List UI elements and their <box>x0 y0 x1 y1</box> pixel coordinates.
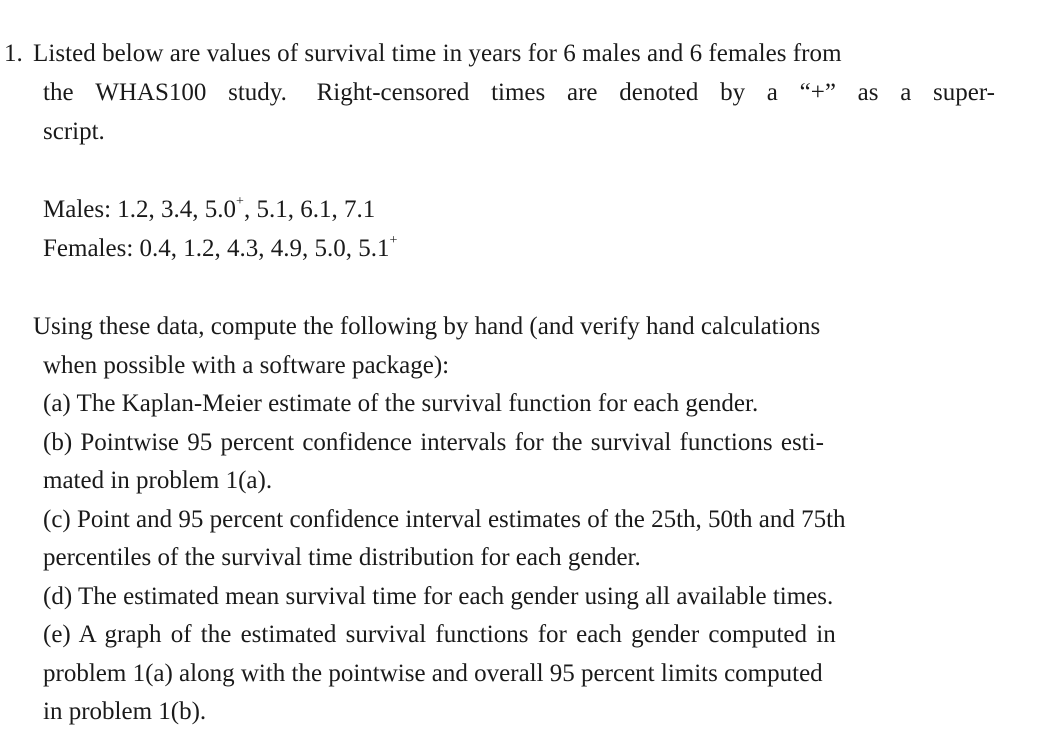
part-c-line-1: (c) Point and 95 percent confidence interval estimates of the 25th, 50th and 75th <box>43 506 846 533</box>
females-values: 0.4, 1.2, 4.3, 4.9, 5.0, 5.1 <box>139 235 390 262</box>
intro-word: times <box>491 79 546 106</box>
censor-mark: + <box>389 233 398 248</box>
males-values: 1.2, 3.4, 5.0 <box>117 196 237 223</box>
part-e-line-1: (e) A graph of the estimated survival functions for each gender computed in <box>43 621 836 648</box>
intro-word: as <box>857 79 879 106</box>
intro-line-2 <box>43 80 995 105</box>
intro-line-1: Listed below are values of survival time in years for 6 males and 6 females from <box>33 40 842 67</box>
intro-word: a <box>766 79 778 106</box>
intro-word: Right-censored <box>316 79 470 106</box>
part-a: (a) The Kaplan-Meier estimate of the survival function for each gender. <box>43 390 759 417</box>
problem-number: 1. <box>4 40 23 67</box>
intro-word: “+” <box>799 79 836 106</box>
females-data <box>43 233 398 262</box>
intro-word: study. <box>228 79 287 106</box>
intro-line-3: script. <box>43 118 105 145</box>
censor-mark: + <box>236 194 244 209</box>
part-e-line-2: problem 1(a) along with the pointwise and overall 95 percent limits computed <box>43 660 823 687</box>
part-b-line-1: (b) Pointwise 95 percent confidence intervals for the survival functions esti- <box>43 429 824 456</box>
instructions-line-2: when possible with a software package): <box>43 352 450 379</box>
intro-word: are <box>566 79 598 106</box>
intro-word: a <box>900 79 912 106</box>
males-data <box>43 194 376 223</box>
intro-word: the <box>43 79 74 106</box>
instructions-line-1: Using these data, compute the following by hand (and verify hand calculations <box>33 313 821 340</box>
part-d: (d) The estimated mean survival time for each gender using all available times. <box>43 583 834 610</box>
intro-word: denoted <box>619 79 699 106</box>
intro-word: WHAS100 <box>95 79 207 106</box>
intro-word: super- <box>933 79 995 106</box>
males-values-rest: , 5.1, 6.1, 7.1 <box>243 196 376 223</box>
part-b-line-2: mated in problem 1(a). <box>43 467 273 494</box>
intro-word: by <box>720 79 746 106</box>
females-label: Females: <box>43 235 134 262</box>
part-c-line-2: percentiles of the survival time distribution for each gender. <box>43 544 641 571</box>
part-e-line-3: in problem 1(b). <box>43 698 207 725</box>
males-label: Males: <box>43 196 112 223</box>
